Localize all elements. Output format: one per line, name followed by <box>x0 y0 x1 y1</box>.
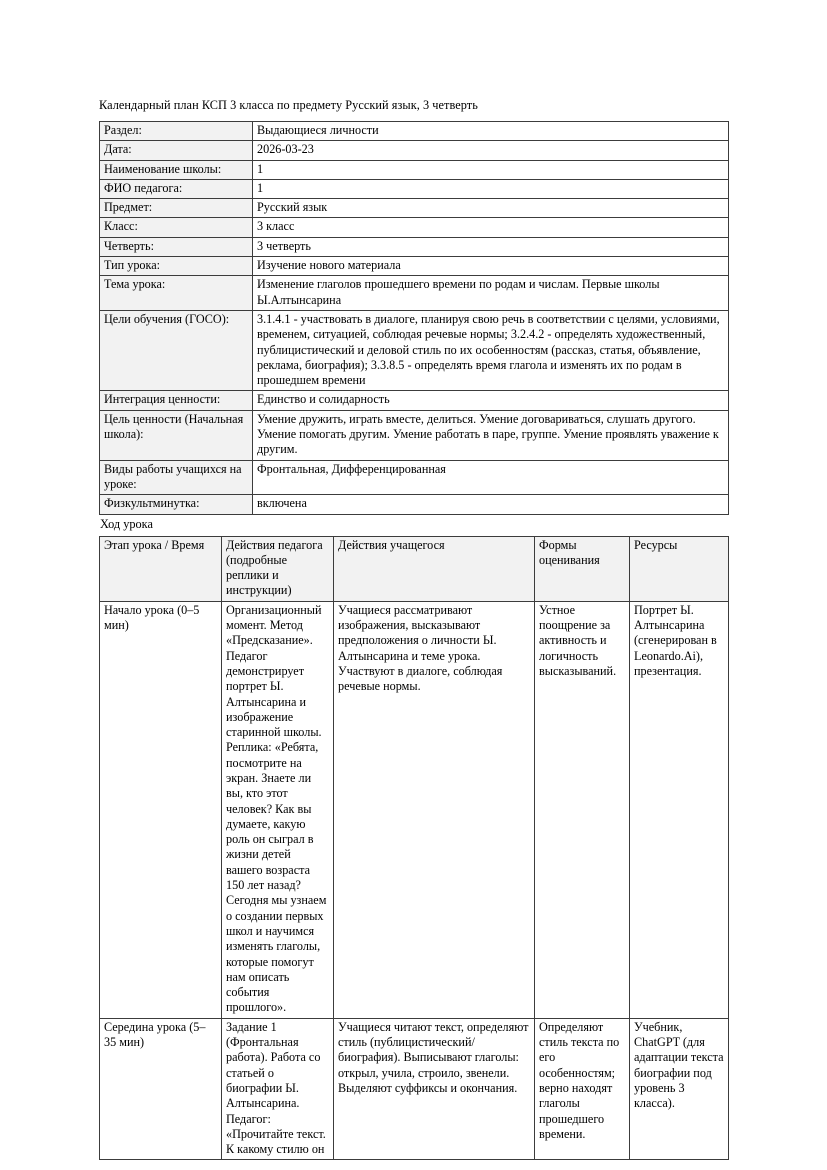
table-row <box>100 179 729 198</box>
cell-stage: Середина урока (5–35 мин) <box>100 1018 222 1160</box>
info-label: Четверть: <box>100 237 253 256</box>
info-label: Класс: <box>100 218 253 237</box>
info-label: Тип урока: <box>100 257 253 276</box>
column-header-student-actions: Действия учащегося <box>334 536 535 601</box>
info-label: Физкультминутка: <box>100 495 253 514</box>
table-header-row <box>100 536 729 601</box>
info-value: 1 <box>253 179 729 198</box>
lesson-flow-table <box>99 536 729 1161</box>
section-heading-lesson-flow: Ход урока <box>100 516 153 531</box>
info-value: 3 класс <box>253 218 729 237</box>
info-label: ФИО педагога: <box>100 179 253 198</box>
column-header-stage: Этап урока / Время <box>100 536 222 601</box>
table-row <box>100 257 729 276</box>
info-value: Единство и солидарность <box>253 391 729 410</box>
column-header-teacher-actions: Действия педагога (подробные реплики и инструкции) <box>222 536 334 601</box>
info-label: Дата: <box>100 141 253 160</box>
cell-assessment: Устное поощрение за активность и логичность высказываний. <box>535 601 630 1018</box>
info-value: включена <box>253 495 729 514</box>
lesson-info-table <box>99 121 729 515</box>
table-row <box>100 237 729 256</box>
info-value: Умение дружить, играть вместе, делиться. Умение договариваться, слушать другого. Умение помогать другим. Умение работать в паре, группе. Умение проявлять уважение к другим. <box>253 410 729 460</box>
info-label: Предмет: <box>100 199 253 218</box>
table-row <box>100 601 729 1018</box>
info-label: Тема урока: <box>100 276 253 311</box>
info-value: 3 четверть <box>253 237 729 256</box>
lesson-flow-table-body <box>100 601 729 1160</box>
info-value: Выдающиеся личности <box>253 122 729 141</box>
table-row <box>100 141 729 160</box>
info-value: Русский язык <box>253 199 729 218</box>
cell-resources: Портрет Ы. Алтынсарина (сгенерирован в Leonardo.Ai), презентация. <box>630 601 729 1018</box>
table-row <box>100 410 729 460</box>
table-row <box>100 276 729 311</box>
page-title: Календарный план КСП 3 класса по предмету Русский язык, 3 четверть <box>99 98 478 112</box>
cell-teacher-actions: Задание 1 (Фронтальная работа). Работа со статьей о биографии Ы. Алтынсарина. Педагог: «Прочитайте текст. К какому стилю он <box>222 1018 334 1160</box>
table-row <box>100 391 729 410</box>
cell-student-actions: Учащиеся читают текст, определяют стиль (публицистический/биография). Выписывают глаголы: открыл, учила, строило, звенели. Выделяют суффиксы и окончания. <box>334 1018 535 1160</box>
column-header-resources: Ресурсы <box>630 536 729 601</box>
cell-assessment: Определяют стиль текста по его особенностям; верно находят глаголы прошедшего времени. <box>535 1018 630 1160</box>
lesson-info-table-body <box>100 122 729 515</box>
table-row <box>100 495 729 514</box>
document-content <box>99 98 728 1160</box>
info-value: 1 <box>253 160 729 179</box>
table-row <box>100 310 729 390</box>
info-value: Изучение нового материала <box>253 257 729 276</box>
info-value: Изменение глаголов прошедшего времени по родам и числам. Первые школы Ы.Алтынсарина <box>253 276 729 311</box>
table-row <box>100 160 729 179</box>
table-row <box>100 122 729 141</box>
cell-stage: Начало урока (0–5 мин) <box>100 601 222 1018</box>
table-row <box>100 1018 729 1160</box>
table-row <box>100 460 729 495</box>
info-value: 2026-03-23 <box>253 141 729 160</box>
info-label: Виды работы учащихся на уроке: <box>100 460 253 495</box>
info-label: Раздел: <box>100 122 253 141</box>
cell-teacher-actions: Организационный момент. Метод «Предсказание». Педагог демонстрирует портрет Ы. Алтынсарина и изображение старинной школы. Реплика: «Ребята, посмотрите на экран. Знаете ли вы, кто этот человек? Как вы думаете, какую роль он сыграл в жизни детей вашего возраста 150 лет назад? Сегодня мы узнаем о создании первых школ и научимся изменять глаголы, которые помогут нам описать события прошлого». <box>222 601 334 1018</box>
info-label: Цели обучения (ГОСО): <box>100 310 253 390</box>
cell-student-actions: Учащиеся рассматривают изображения, высказывают предположения о личности Ы. Алтынсарина и теме урока. Участвуют в диалоге, соблюдая речевые нормы. <box>334 601 535 1018</box>
cell-resources: Учебник, ChatGPT (для адаптации текста биографии под уровень 3 класса). <box>630 1018 729 1160</box>
info-value: Фронтальная, Дифференцированная <box>253 460 729 495</box>
info-value: 3.1.4.1 - участвовать в диалоге, планируя свою речь в соответствии с целями, условиями, временем, ситуацией, соблюдая речевые нормы; 3.2.4.2 - определять художественный, публицистический и деловой стиль по их особенностям (рассказ, статья, объявление, реклама, биография); 3.3.8.5 - определять время глагола и изменять их по родам в прошедшем времени <box>253 310 729 390</box>
lesson-flow-table-head <box>100 536 729 601</box>
info-label: Цель ценности (Начальная школа): <box>100 410 253 460</box>
info-label: Наименование школы: <box>100 160 253 179</box>
table-row <box>100 218 729 237</box>
column-header-assessment-forms: Формы оценивания <box>535 536 630 601</box>
info-label: Интеграция ценности: <box>100 391 253 410</box>
table-row <box>100 199 729 218</box>
